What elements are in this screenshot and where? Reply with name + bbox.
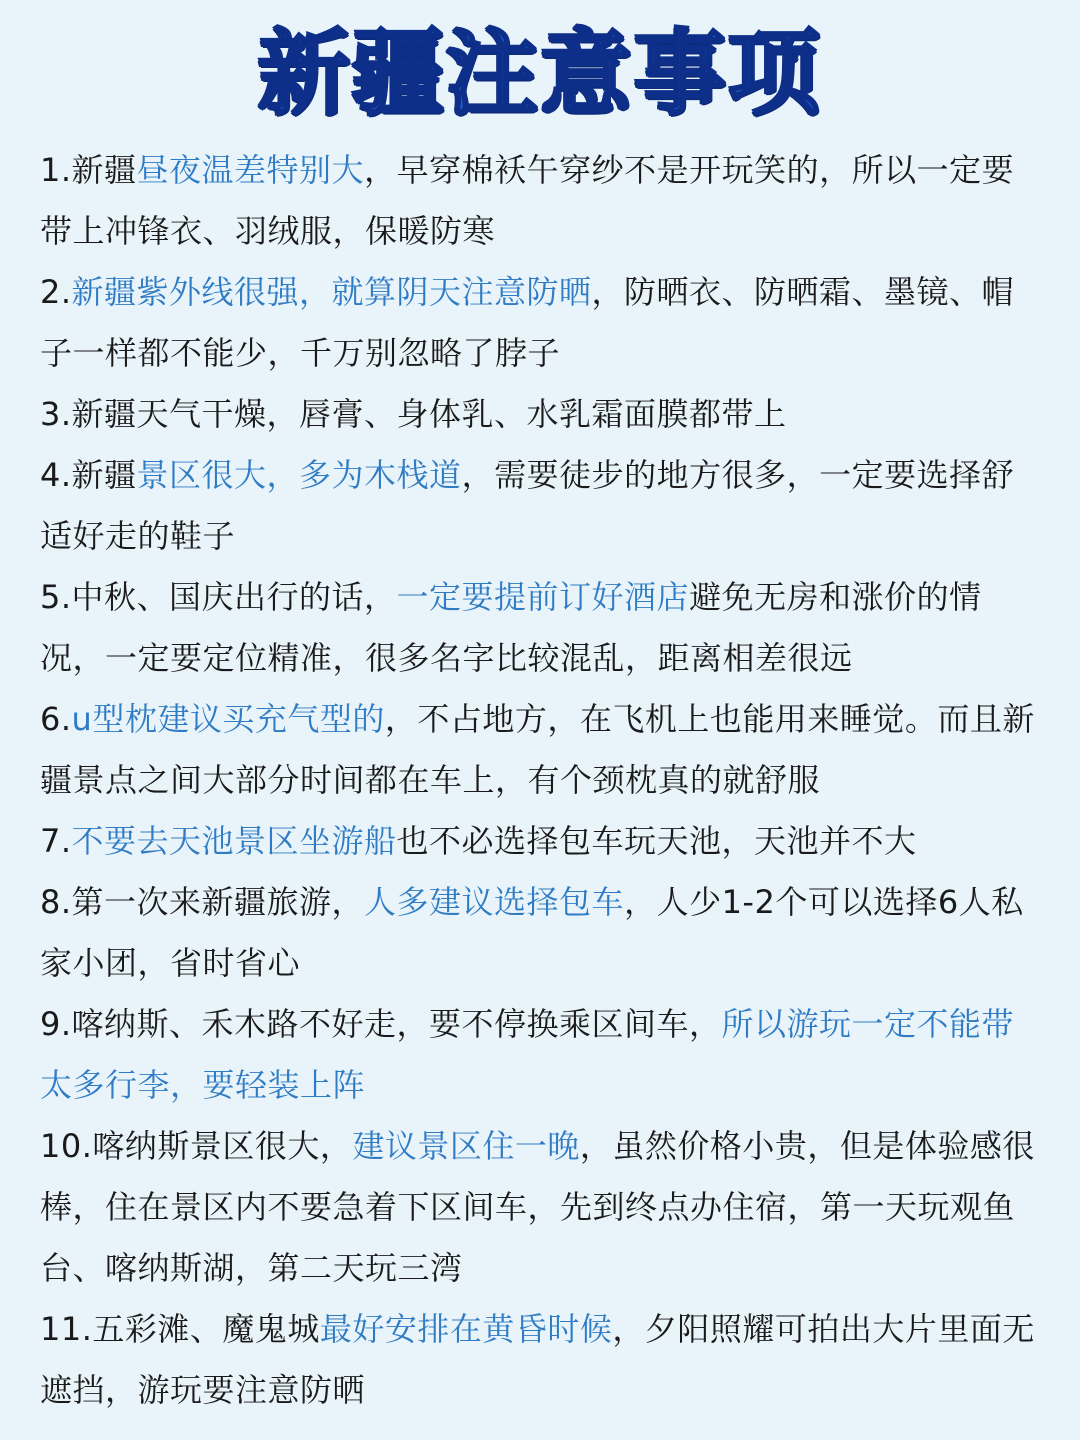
tip-item-11 (40, 1299, 1040, 1421)
tip-item-7 (40, 811, 1040, 872)
tip-text: ，夕阳照耀可拍出大片里面无遮挡，游玩要注意防晒 (40, 1310, 1035, 1409)
tip-text: 9.喀纳斯、禾木路不好走，要不停换乘区间车， (40, 1005, 722, 1043)
tip-highlight-text: 所以游玩一定不能带太多行李，要轻装上阵 (40, 1005, 1015, 1104)
tip-highlight-text: u型枕建议买充气型的 (71, 700, 385, 738)
tip-text: 7. (40, 822, 72, 860)
tip-highlight-text: 人多建议选择包车 (364, 883, 625, 921)
tip-highlight-text: 新疆紫外线很强，就算阴天注意防晒 (71, 273, 592, 311)
tip-text: ，需要徒步的地方很多，一定要选择舒适好走的鞋子 (40, 456, 1015, 555)
tip-highlight-text: 建议景区住一晚 (352, 1127, 580, 1165)
tip-highlight-text: 景区很大，多为木栈道 (136, 456, 462, 494)
tip-text: 5.中秋、国庆出行的话， (40, 578, 397, 616)
tip-text: ，早穿棉袄午穿纱不是开玩笑的，所以一定要带上冲锋衣、羽绒服，保暖防寒 (40, 151, 1015, 250)
tip-item-10 (40, 1116, 1040, 1299)
tip-text: 1.新疆 (40, 151, 137, 189)
tip-item-6 (40, 689, 1040, 811)
tip-item-1 (40, 140, 1040, 262)
tip-text: 8.第一次来新疆旅游， (40, 883, 365, 921)
tip-text: ，人少1-2个可以选择6人私家小团，省时省心 (40, 883, 1024, 982)
tips-list (40, 140, 1040, 1421)
tip-highlight-text: 最好安排在黄昏时候 (319, 1310, 613, 1348)
tip-text: 3.新疆天气干燥，唇膏、身体乳、水乳霜面膜都带上 (40, 395, 787, 433)
tip-item-5 (40, 567, 1040, 689)
tip-highlight-text: 不要去天池景区坐游船 (71, 822, 397, 860)
tip-text: 4.新疆 (40, 456, 137, 494)
tip-text: 避免无房和涨价的情况，一定要定位精准，很多名字比较混乱，距离相差很远 (40, 578, 982, 677)
tip-text: 11.五彩滩、魔鬼城 (40, 1310, 320, 1348)
tip-text: ，不占地方，在飞机上也能用来睡觉。而且新疆景点之间大部分时间都在车上，有个颈枕真的就舒服 (40, 700, 1035, 799)
page-title: 新疆注意事项 (257, 20, 822, 127)
tip-highlight-text: 昼夜温差特别大 (136, 151, 365, 189)
tip-text: 10.喀纳斯景区很大， (40, 1127, 353, 1165)
tip-item-9 (40, 994, 1040, 1116)
tip-text: ，虽然价格小贵，但是体验感很棒，住在景区内不要急着下区间车，先到终点办住宿，第一天玩观鱼台、喀纳斯湖，第二天玩三湾 (40, 1127, 1035, 1287)
tip-text: 也不必选择包车玩天池，天池并不大 (396, 822, 917, 860)
tip-item-2 (40, 262, 1040, 384)
tip-item-4 (40, 445, 1040, 567)
tip-item-3 (40, 384, 1040, 445)
tip-item-8 (40, 872, 1040, 994)
tip-highlight-text: 一定要提前订好酒店 (396, 578, 690, 616)
tip-text: 2. (40, 273, 72, 311)
tip-text: ，防晒衣、防晒霜、墨镜、帽子一样都不能少，千万别忽略了脖子 (40, 273, 1015, 372)
tip-text: 6. (40, 700, 72, 738)
